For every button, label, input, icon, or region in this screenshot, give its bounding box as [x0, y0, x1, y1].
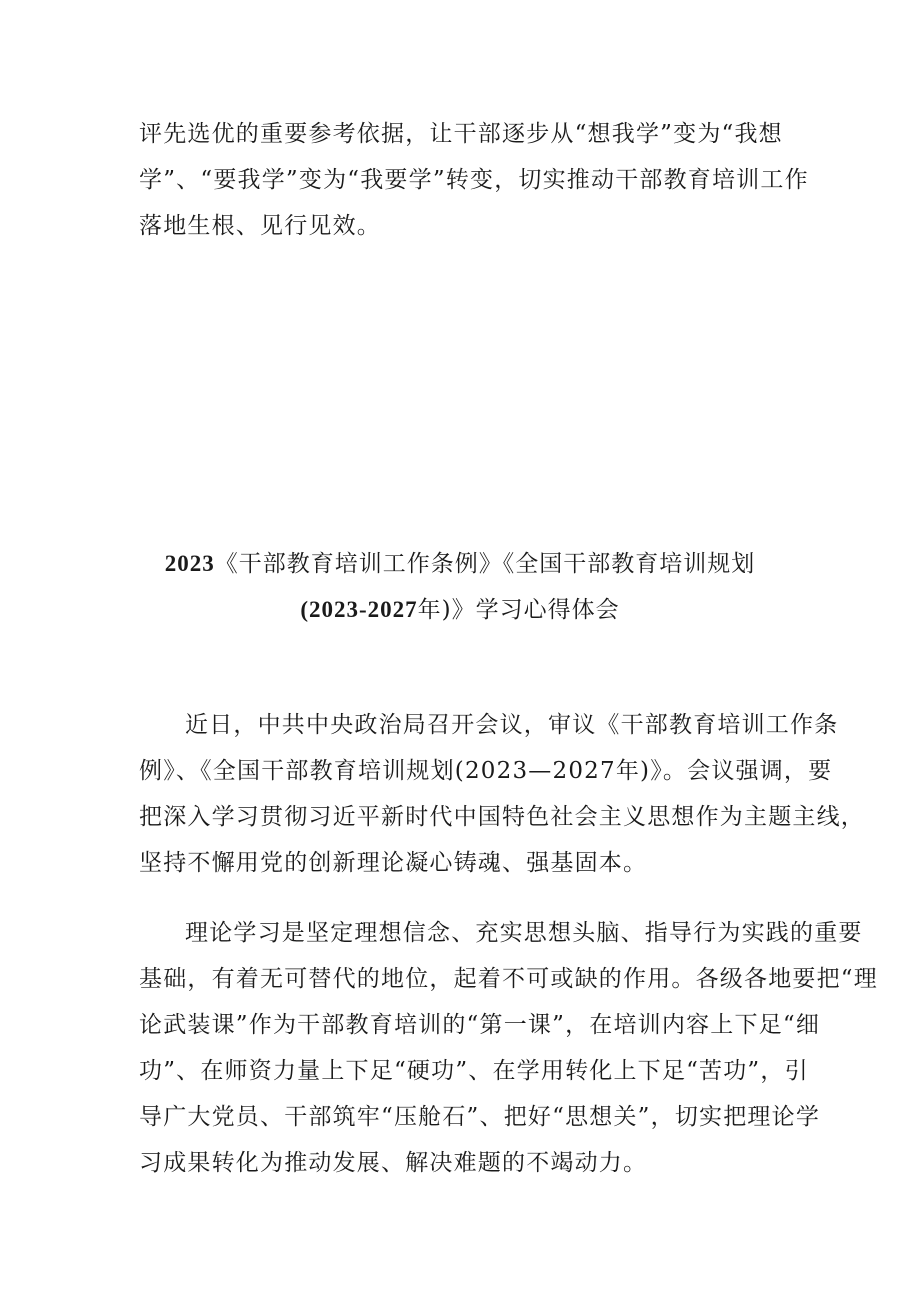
- body-paragraph-2: [139, 910, 878, 1186]
- text-line: 坚持不懈用党的创新理论凝心铸魂、强基固本。: [139, 850, 648, 876]
- text-line: 理论学习是坚定理想信念、充实思想头脑、指导行为实践的重要: [185, 920, 863, 946]
- text-line: 评先选优的重要参考依据，让干部逐步从“想我学”变为“我想: [139, 121, 783, 147]
- text-line: 导广大党员、干部筑牢“压舱石”、把好“思想关”，切实把理论学: [139, 1104, 821, 1130]
- body-paragraph-1: [139, 702, 865, 886]
- title-text-1: 《干部教育培训工作条例》《全国干部教育培训规划: [214, 551, 756, 577]
- text-line: 学”、“要我学”变为“我要学”转变，切实推动干部教育培训工作: [139, 167, 809, 193]
- text-line: 功”、在师资力量上下足“硬功”、在学用转化上下足“苦功”，引: [139, 1058, 809, 1084]
- text-line: 论武装课”作为干部教育培训的“第一课”，在培训内容上下足“细: [139, 1012, 821, 1038]
- text-line: 习成果转化为推动发展、解决难题的不竭动力。: [139, 1150, 648, 1176]
- title-year: 2023: [164, 551, 215, 576]
- text-line: 近日，中共中央政治局召开会议，审议《干部教育培训工作条: [185, 712, 839, 738]
- text-line: 把深入学习贯彻习近平新时代中国特色社会主义思想作为主题主线，: [139, 804, 865, 830]
- text-line: 基础，有着无可替代的地位，起着不可或缺的作用。各级各地要把“理: [139, 966, 878, 992]
- title-text-2: 年)》学习心得体会: [417, 597, 620, 623]
- continuation-paragraph: [139, 111, 809, 249]
- title-line-1: [100, 541, 820, 587]
- title-period: (2023-2027: [300, 597, 418, 622]
- text-line: 例》、《全国干部教育培训规划(2023—2027年)》。会议强调，要: [139, 758, 833, 784]
- text-line: 落地生根、见行见效。: [139, 213, 381, 239]
- document-title: [100, 541, 820, 633]
- title-line-2: [100, 587, 820, 633]
